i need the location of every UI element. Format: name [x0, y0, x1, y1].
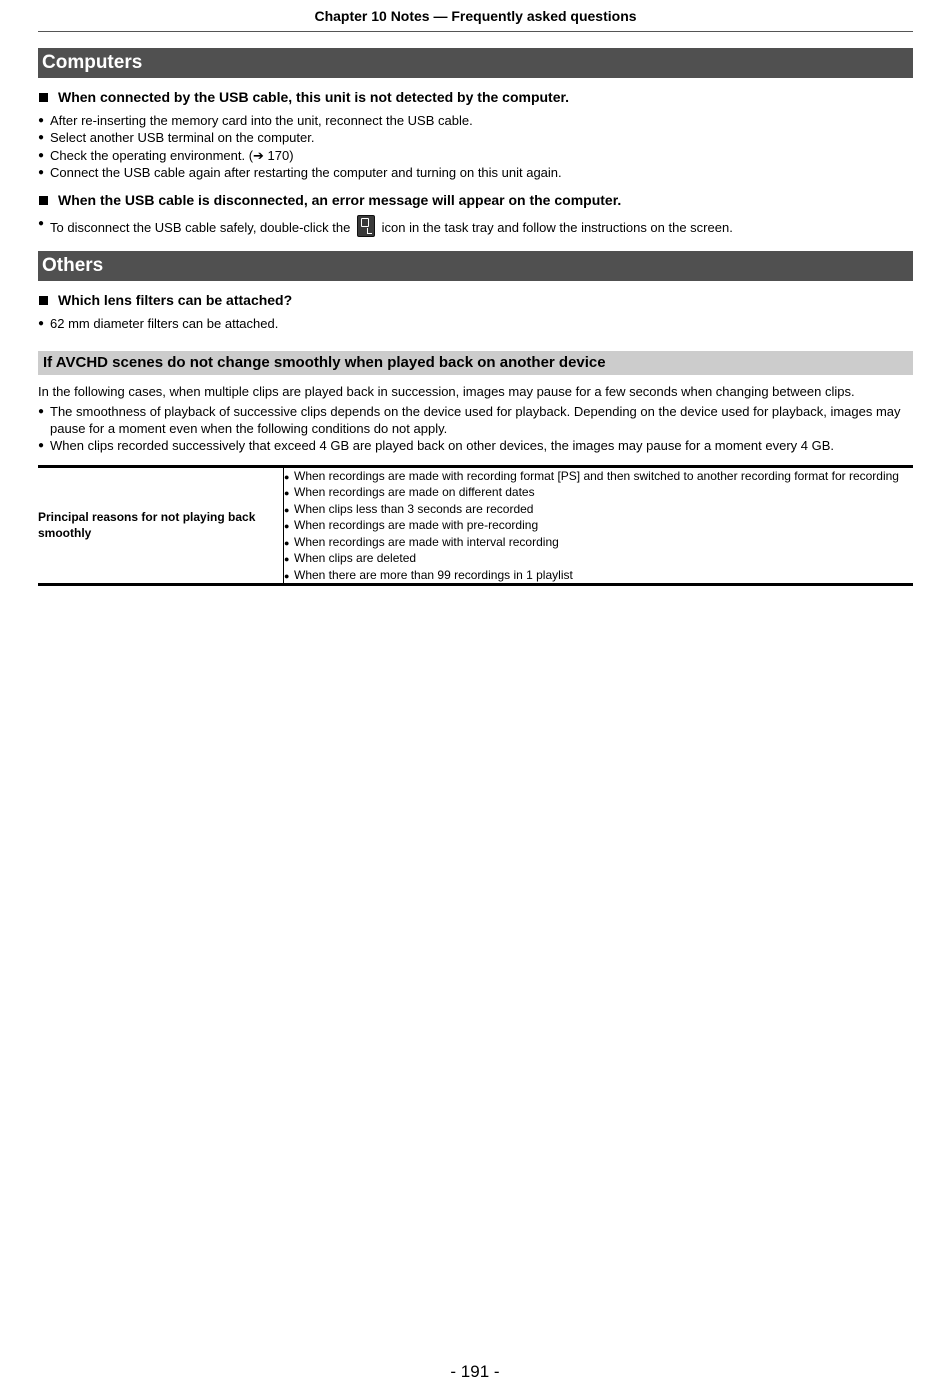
list-item: ● When recordings are made on different dates — [284, 484, 913, 501]
reasons-cell — [284, 466, 914, 585]
list-item — [38, 215, 913, 237]
square-bullet-icon — [39, 93, 48, 102]
list-item: ● 62 mm diameter filters can be attached. — [38, 315, 913, 332]
list-item: ● When recordings are made with pre-recording — [284, 517, 913, 534]
answer-text-after-icon: icon in the task tray and follow the instructions on the screen. — [381, 220, 733, 236]
list-item: ● Select another USB terminal on the computer. — [38, 129, 913, 146]
page-content — [38, 48, 913, 586]
reasons-label: Principal reasons for not playing back smoothly — [38, 466, 284, 585]
list-item: ● After re-inserting the memory card into the unit, reconnect the USB cable. — [38, 112, 913, 129]
faq-question — [38, 191, 913, 209]
faq-question — [38, 291, 913, 309]
faq-question — [38, 88, 913, 106]
answer-text-before-icon: To disconnect the USB cable safely, double-click the — [50, 220, 351, 236]
table-row — [38, 466, 913, 585]
avchd-intro: In the following cases, when multiple clips are played back in succession, images may pause for a few seconds when changing between clips. — [38, 384, 855, 400]
header-rule — [38, 31, 913, 32]
list-item: ● When recordings are made with interval recording — [284, 534, 913, 551]
faq-question-text: When the USB cable is disconnected, an error message will appear on the computer. — [58, 192, 622, 209]
list-item: ● When there are more than 99 recordings in 1 playlist — [284, 567, 913, 584]
faq-answer-list — [38, 112, 913, 181]
list-item: ● When clips less than 3 seconds are recorded — [284, 501, 913, 518]
faq-question-text: Which lens filters can be attached? — [58, 292, 293, 309]
faq-question-text: When connected by the USB cable, this unit is not detected by the computer. — [58, 89, 570, 105]
subsection-heading-avchd: If AVCHD scenes do not change smoothly when played back on another device — [38, 351, 913, 375]
faq-answer-list — [38, 215, 913, 237]
reasons-table — [38, 465, 913, 587]
list-item: ● The smoothness of playback of successive clips depends on the device used for playback. Depending on the device used for playback, images may pause for a moment even when the following conditions do not apply. — [38, 403, 913, 438]
list-item: ● When clips recorded successively that exceed 4 GB are played back on other devices, the images may pause for a moment every 4 GB. — [38, 437, 913, 454]
usb-safely-remove-icon — [357, 215, 375, 237]
square-bullet-icon — [39, 196, 48, 205]
faq-answer-list — [38, 315, 913, 332]
reasons-list — [284, 468, 913, 584]
list-item: ● Check the operating environment. (➔ 170) — [38, 147, 913, 164]
page-number: - 191 - — [450, 1362, 500, 1381]
list-item: ● Connect the USB cable again after restarting the computer and turning on this unit again. — [38, 164, 913, 181]
page-header: Chapter 10 Notes — Frequently asked questions — [314, 8, 637, 24]
section-heading-computers: Computers — [38, 48, 913, 78]
avchd-notes-list — [38, 403, 913, 455]
section-heading-others: Others — [38, 251, 913, 281]
square-bullet-icon — [39, 296, 48, 305]
list-item: ● When recordings are made with recording format [PS] and then switched to another recording format for recording — [284, 468, 913, 485]
list-item: ● When clips are deleted — [284, 550, 913, 567]
